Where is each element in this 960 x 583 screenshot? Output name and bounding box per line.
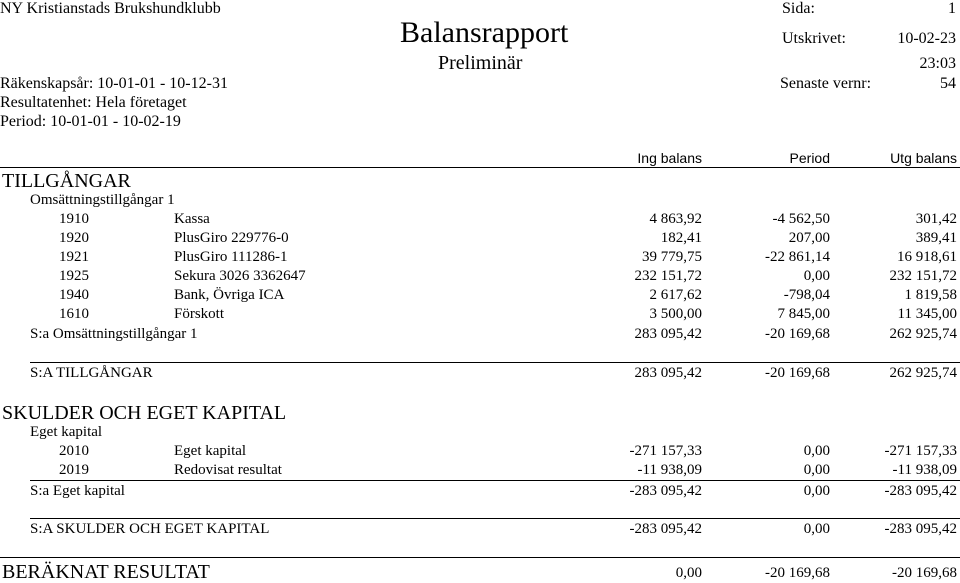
total-period: 0,00 <box>803 521 830 537</box>
column-header-opening: Ing balans <box>637 150 702 166</box>
group-sum-period: 0,00 <box>803 483 830 499</box>
total-rule <box>30 362 960 363</box>
account-number: 2010 <box>59 443 89 459</box>
account-number: 1920 <box>59 230 89 246</box>
period-amount: 0,00 <box>803 462 830 478</box>
period-amount: -22 861,14 <box>765 249 830 265</box>
result-period: -20 169,68 <box>765 565 830 581</box>
account-name: PlusGiro 111286-1 <box>174 249 288 265</box>
account-number: 1921 <box>59 249 89 265</box>
account-number: 1910 <box>59 211 89 227</box>
group-sum-label: S:a Omsättningstillgångar 1 <box>30 326 198 342</box>
printed-date: 10-02-23 <box>897 30 956 47</box>
group-sum-closing: -283 095,42 <box>884 483 957 499</box>
account-name: Förskott <box>174 306 225 322</box>
total-label: S:A TILLGÅNGAR <box>30 365 153 381</box>
account-name: Kassa <box>174 211 210 227</box>
account-name: Bank, Övriga ICA <box>174 287 285 303</box>
closing-balance: 16 918,61 <box>897 249 957 265</box>
company-name: NY Kristianstads Brukshundklubb <box>0 0 221 17</box>
section-heading-assets: TILLGÅNGAR <box>2 170 131 192</box>
opening-balance: 3 500,00 <box>649 306 702 322</box>
account-name: Sekura 3026 3362647 <box>174 268 306 284</box>
account-number: 1925 <box>59 268 89 284</box>
report-subtitle: Preliminär <box>438 52 523 74</box>
printed-label: Utskrivet: <box>782 30 846 47</box>
opening-balance: 2 617,62 <box>649 287 702 303</box>
report-period: Period: 10-01-01 - 10-02-19 <box>0 113 181 130</box>
result-closing: -20 169,68 <box>892 565 957 581</box>
group-heading-current-assets: Omsättningstillgångar 1 <box>30 192 175 208</box>
printed-time: 23:03 <box>919 55 956 72</box>
opening-balance: -11 938,09 <box>637 462 702 478</box>
account-number: 1610 <box>59 306 89 322</box>
column-header-period: Period <box>789 150 830 166</box>
period-amount: -4 562,50 <box>772 211 830 227</box>
opening-balance: 232 151,72 <box>634 268 702 284</box>
period-amount: -798,04 <box>783 287 830 303</box>
group-heading-equity: Eget kapital <box>30 424 103 440</box>
column-header-rule <box>0 167 960 168</box>
group-sum-closing: 262 925,74 <box>889 326 957 342</box>
group-sum-label: S:a Eget kapital <box>30 483 125 499</box>
total-closing: 262 925,74 <box>889 365 957 381</box>
period-amount: 0,00 <box>803 443 830 459</box>
account-number: 1940 <box>59 287 89 303</box>
group-sum-opening: 283 095,42 <box>634 326 702 342</box>
account-name: PlusGiro 229776-0 <box>174 230 289 246</box>
closing-balance: 11 345,00 <box>897 306 957 322</box>
report-title: Balansrapport <box>400 16 569 49</box>
fiscal-year: Räkenskapsår: 10-01-01 - 10-12-31 <box>0 75 228 92</box>
total-opening: -283 095,42 <box>629 521 702 537</box>
opening-balance: -271 157,33 <box>629 443 702 459</box>
total-closing: -283 095,42 <box>884 521 957 537</box>
total-label: S:A SKULDER OCH EGET KAPITAL <box>30 521 270 537</box>
closing-balance: -11 938,09 <box>892 462 957 478</box>
group-sum-opening: -283 095,42 <box>629 483 702 499</box>
last-voucher-number: 54 <box>940 75 956 92</box>
last-voucher-label: Senaste vernr: <box>780 75 872 92</box>
closing-balance: 1 819,58 <box>904 287 957 303</box>
period-amount: 0,00 <box>803 268 830 284</box>
page-number: 1 <box>948 0 956 17</box>
account-name: Eget kapital <box>174 443 247 459</box>
closing-balance: 301,42 <box>915 211 957 227</box>
result-unit: Resultatenhet: Hela företaget <box>0 94 187 111</box>
closing-balance: 232 151,72 <box>889 268 957 284</box>
period-amount: 207,00 <box>788 230 830 246</box>
opening-balance: 4 863,92 <box>649 211 702 227</box>
opening-balance: 182,41 <box>660 230 702 246</box>
column-header-closing: Utg balans <box>890 150 957 166</box>
page-label: Sida: <box>782 0 815 17</box>
group-sum-period: -20 169,68 <box>765 326 830 342</box>
closing-balance: 389,41 <box>915 230 957 246</box>
account-number: 2019 <box>59 462 89 478</box>
period-amount: 7 845,00 <box>777 306 830 322</box>
result-label: BERÄKNAT RESULTAT <box>2 561 210 583</box>
closing-balance: -271 157,33 <box>884 443 957 459</box>
account-name: Redovisat resultat <box>174 462 282 478</box>
section-heading-liabilities: SKULDER OCH EGET KAPITAL <box>2 402 287 424</box>
total-rule <box>30 518 960 519</box>
result-opening: 0,00 <box>675 565 702 581</box>
group-sum-rule <box>30 480 960 481</box>
total-opening: 283 095,42 <box>634 365 702 381</box>
result-rule <box>0 557 960 558</box>
opening-balance: 39 779,75 <box>642 249 702 265</box>
total-period: -20 169,68 <box>765 365 830 381</box>
